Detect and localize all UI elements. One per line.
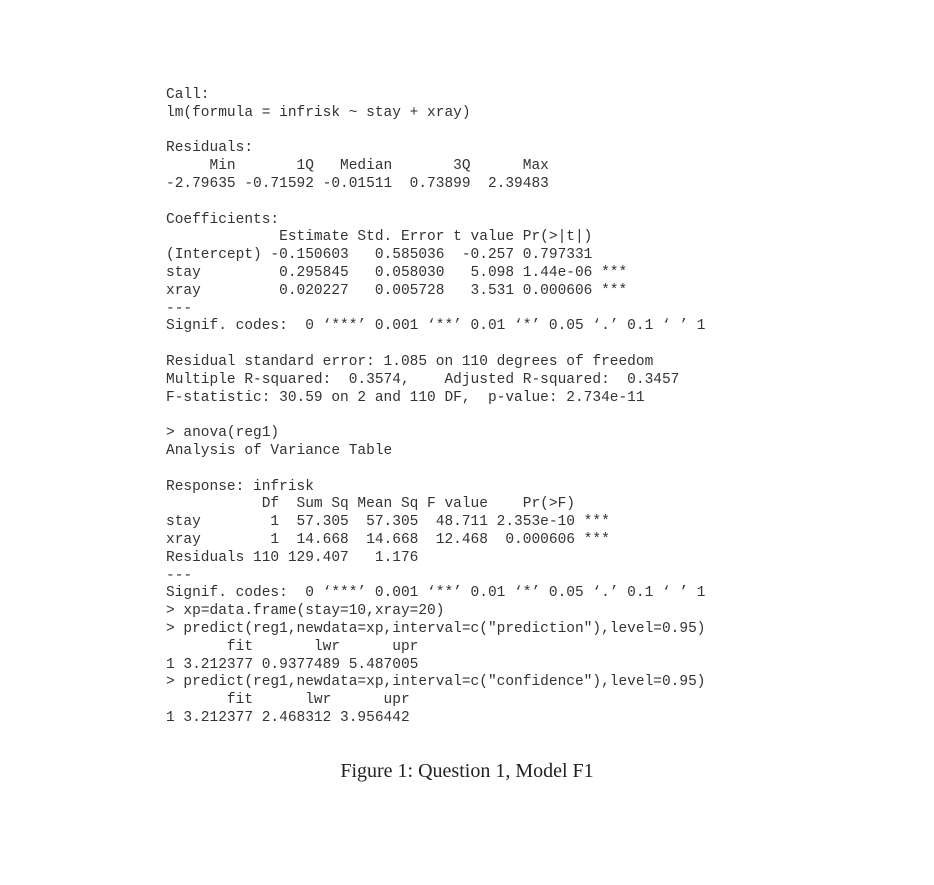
output-line-anova-stay: stay 1 57.305 57.305 48.711 2.353e-10 *** — [166, 514, 610, 531]
output-line-predict-prediction-command: > predict(reg1,newdata=xp,interval=c("prediction"),level=0.95) — [166, 620, 706, 637]
output-line-residual-se: Residual standard error: 1.085 on 110 degrees of freedom — [166, 353, 654, 370]
output-line-dataframe-command: > xp=data.frame(stay=10,xray=20) — [166, 603, 445, 620]
output-line-f-statistic: F-statistic: 30.59 on 2 and 110 DF, p-value: 2.734e-11 — [166, 389, 645, 406]
output-line-anova-command: > anova(reg1) — [166, 425, 280, 442]
output-line-blank — [166, 407, 706, 425]
output-line-coefficients-label: Coefficients: — [166, 211, 280, 228]
output-line-anova-title: Analysis of Variance Table — [166, 442, 393, 459]
output-line-separator: --- — [166, 567, 193, 584]
output-line-predict-confidence-command: > predict(reg1,newdata=xp,interval=c("confidence"),level=0.95) — [166, 674, 706, 691]
output-line-coef-xray: xray 0.020227 0.005728 3.531 0.000606 *** — [166, 282, 628, 299]
output-line-call-formula: lm(formula = infrisk ~ stay + xray) — [166, 104, 471, 121]
output-line-prediction-header: fit lwr upr — [166, 638, 419, 655]
figure-caption: Figure 1: Question 1, Model F1 — [340, 760, 594, 782]
output-line-coef-stay: stay 0.295845 0.058030 5.098 1.44e-06 *** — [166, 264, 628, 281]
output-line-residuals-values: -2.79635 -0.71592 -0.01511 0.73899 2.39483 — [166, 175, 549, 192]
output-line-blank — [166, 194, 706, 212]
output-line-response: Response: infrisk — [166, 478, 314, 495]
output-line-anova-xray: xray 1 14.668 14.668 12.468 0.000606 *** — [166, 531, 610, 548]
output-line-r-squared: Multiple R-squared: 0.3574, Adjusted R-squared: 0.3457 — [166, 371, 680, 388]
output-line-anova-residuals: Residuals 110 129.407 1.176 — [166, 549, 419, 566]
output-line-residuals-label: Residuals: — [166, 140, 254, 157]
output-line-blank — [166, 461, 706, 479]
output-line-blank — [166, 336, 706, 354]
output-line-confidence-values: 1 3.212377 2.468312 3.956442 — [166, 709, 410, 726]
output-line-confidence-header: fit lwr upr — [166, 692, 410, 709]
output-line-signif-codes: Signif. codes: 0 ‘***’ 0.001 ‘**’ 0.01 ‘*’ 0.05 ‘.’ 0.1 ‘ ’ 1 — [166, 585, 706, 602]
output-line-separator: --- — [166, 300, 193, 317]
output-line-prediction-values: 1 3.212377 0.9377489 5.487005 — [166, 656, 419, 673]
r-console-output — [166, 87, 706, 728]
output-line-residuals-header: Min 1Q Median 3Q Max — [166, 158, 549, 175]
output-line-coefficients-header: Estimate Std. Error t value Pr(>|t|) — [166, 229, 593, 246]
output-line-call-label: Call: — [166, 87, 210, 103]
output-line-coef-intercept: (Intercept) -0.150603 0.585036 -0.257 0.797331 — [166, 247, 593, 264]
output-line-blank — [166, 123, 706, 141]
output-line-anova-header: Df Sum Sq Mean Sq F value Pr(>F) — [166, 496, 575, 513]
output-line-signif-codes: Signif. codes: 0 ‘***’ 0.001 ‘**’ 0.01 ‘*’ 0.05 ‘.’ 0.1 ‘ ’ 1 — [166, 318, 706, 335]
